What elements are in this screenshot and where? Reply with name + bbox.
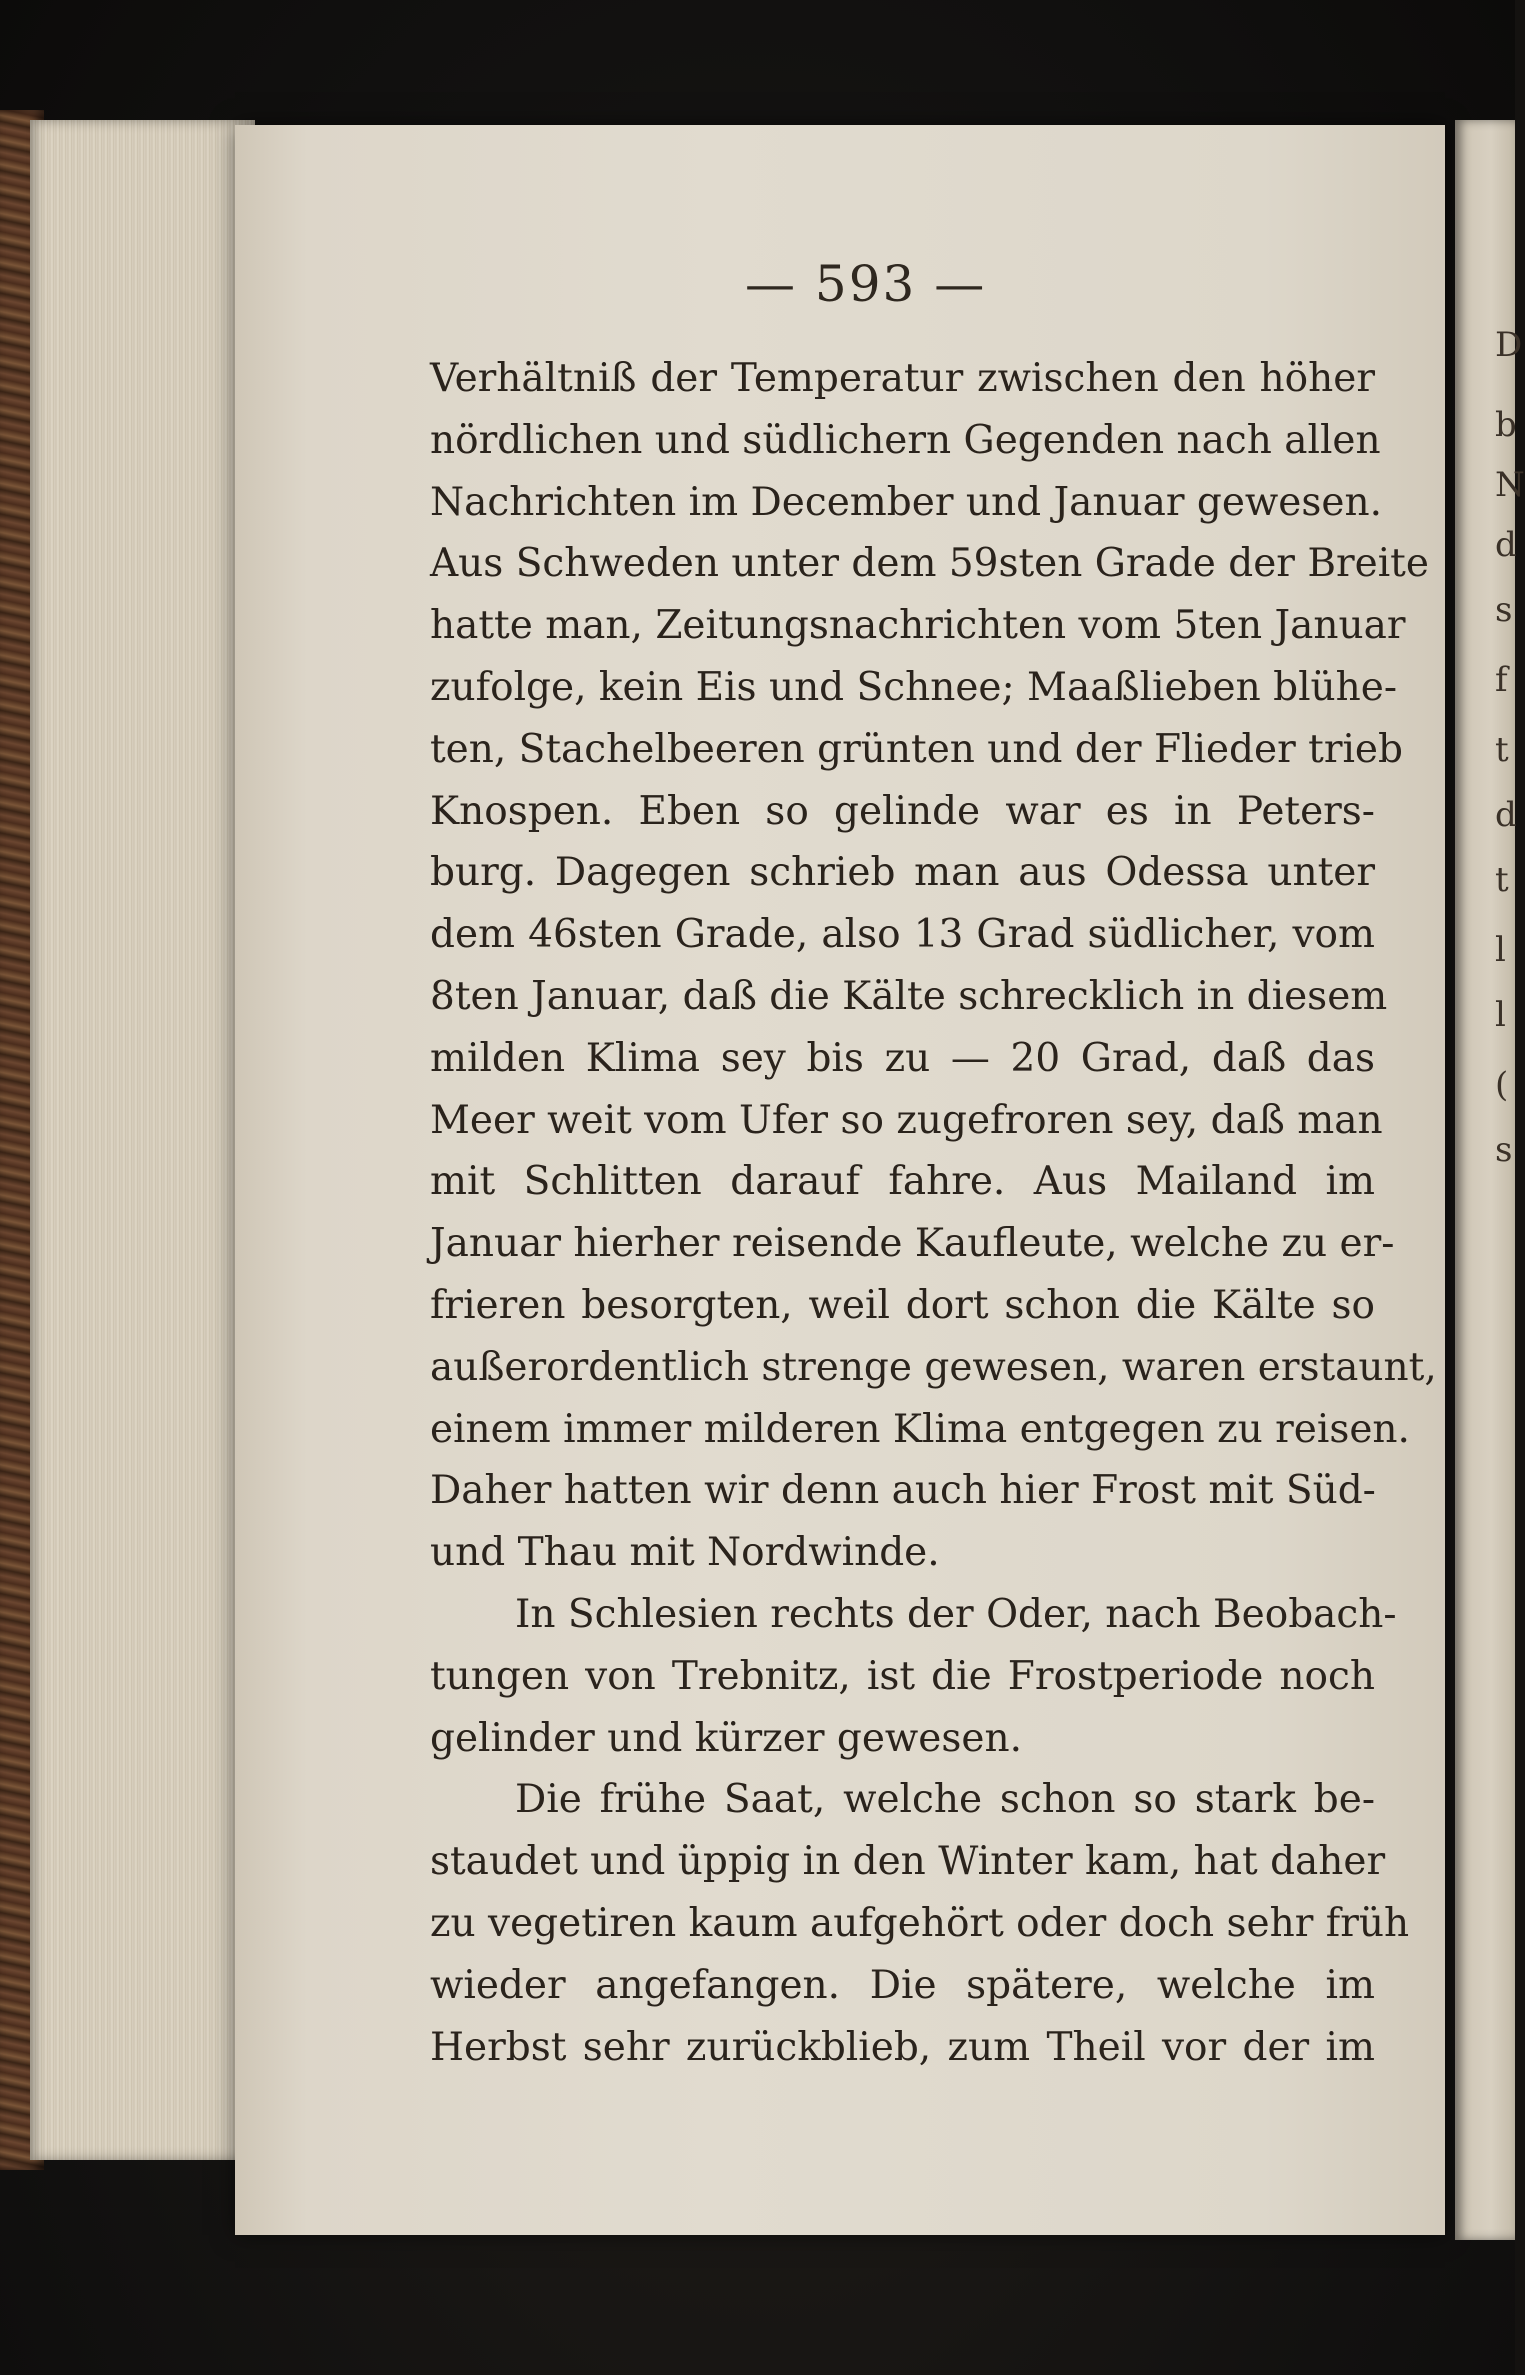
text-line: Aus Schweden unter dem 59sten Grade der Breite	[430, 541, 1429, 587]
facing-page-letter: l	[1495, 930, 1506, 970]
text-line: In Schlesien rechts der Oder, nach Beobach-	[515, 1591, 1397, 1637]
text-line: Daher hatten wir denn auch hier Frost mit Süd-	[430, 1468, 1376, 1514]
facing-page-letter: t	[1495, 860, 1509, 900]
text-line: zu vegetiren kaum aufgehört oder doch sehr früh	[430, 1900, 1410, 1946]
facing-page-letter: D	[1495, 325, 1523, 365]
text-line: und Thau mit Nordwinde.	[430, 1530, 940, 1576]
text-line: einem immer milderen Klima entgegen zu reisen.	[430, 1406, 1410, 1452]
text-line: außerordentlich strenge gewesen, waren erstaunt,	[430, 1344, 1437, 1390]
text-line: ten, Stachelbeeren grünten und der Flieder trieb	[430, 726, 1403, 772]
text-line: hatte man, Zeitungsnachrichten vom 5ten Januar	[430, 603, 1406, 649]
text-line: Nachrichten im December und Januar gewesen.	[430, 479, 1382, 525]
text-line: Meer weit vom Ufer so zugefroren sey, daß man	[430, 1097, 1383, 1143]
text-line: mit Schlitten darauf fahre. Aus Mailand im	[430, 1159, 1375, 1205]
facing-page-edge	[1455, 120, 1525, 2240]
text-line: Die frühe Saat, welche schon so stark be-	[515, 1777, 1375, 1823]
text-line: burg. Dagegen schrieb man aus Odessa unter	[430, 850, 1375, 896]
text-line: zufolge, kein Eis und Schnee; Maaßlieben blühe-	[430, 664, 1398, 710]
text-line: frieren besorgten, weil dort schon die Kälte so	[430, 1282, 1375, 1328]
facing-page-letter: N	[1495, 465, 1525, 505]
text-line: tungen von Trebnitz, ist die Frostperiode noch	[430, 1653, 1375, 1699]
page-number: — 593 —	[745, 255, 987, 313]
text-line: nördlichen und südlichern Gegenden nach allen	[430, 417, 1381, 463]
facing-page-letter: s	[1495, 590, 1513, 630]
facing-page-letter: b	[1495, 405, 1517, 445]
text-line: 8ten Januar, daß die Kälte schrecklich in diesem	[430, 973, 1388, 1019]
page-body-text	[430, 348, 1437, 2078]
text-line: dem 46sten Grade, also 13 Grad südlicher, vom	[430, 912, 1375, 958]
text-line: Januar hierher reisende Kaufleute, welche zu er-	[430, 1221, 1395, 1267]
text-line: Verhältniß der Temperatur zwischen den höher	[430, 356, 1375, 401]
facing-page-letter: s	[1495, 1130, 1513, 1170]
text-line: staudet und üppig in den Winter kam, hat daher	[430, 1839, 1386, 1885]
facing-page-letter: t	[1495, 730, 1509, 770]
facing-page-letter: (	[1495, 1065, 1509, 1105]
text-line: gelinder und kürzer gewesen.	[430, 1715, 1022, 1761]
text-line: Herbst sehr zurückblieb, zum Theil vor der im	[430, 2024, 1375, 2070]
facing-page-letter: l	[1495, 995, 1506, 1035]
facing-page-letter: f	[1495, 660, 1508, 700]
facing-page-letter: d	[1495, 525, 1517, 565]
text-line: Knospen. Eben so gelinde war es in Peters-	[430, 788, 1375, 834]
text-line: wieder angefangen. Die spätere, welche im	[430, 1962, 1375, 2008]
page-stack-edge	[30, 120, 255, 2160]
facing-page-letter: d	[1495, 795, 1517, 835]
text-line: milden Klima sey bis zu — 20 Grad, daß das	[430, 1035, 1375, 1081]
